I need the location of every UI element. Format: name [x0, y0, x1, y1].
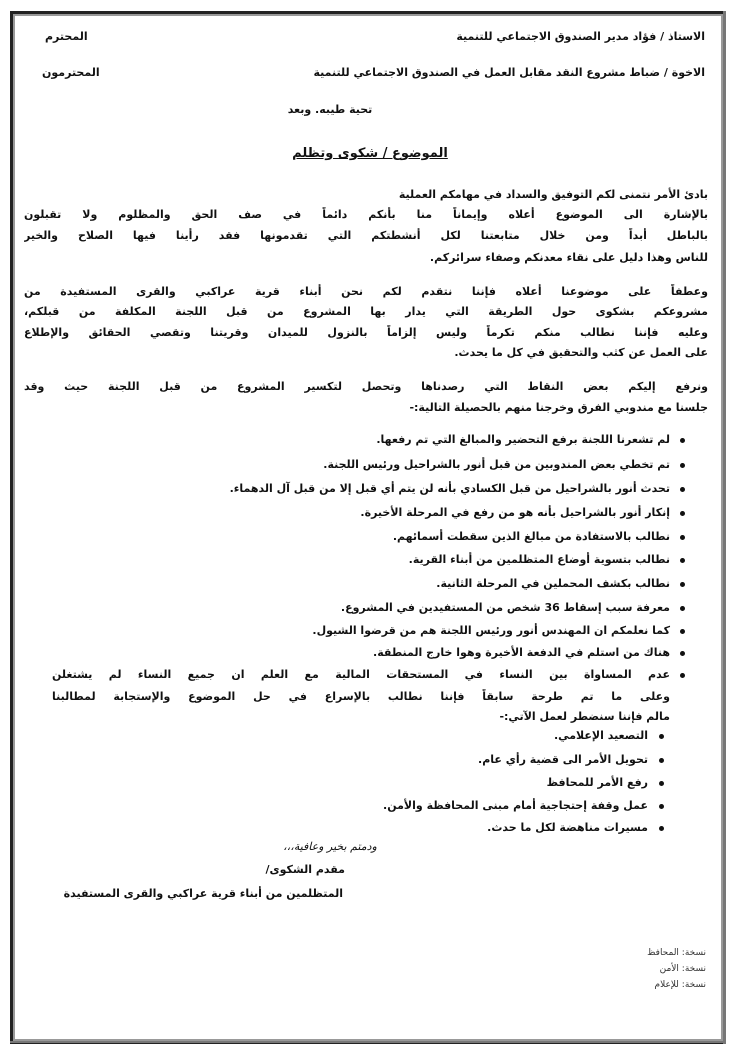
paragraph-line: وعليه فإننا نطالب منكم تكرماً وليس إلزاماً بالنزول للميدان وقريتنا وتقصي الحقائق والإطلاع [24, 326, 708, 339]
paragraph-line: بالباطل أبداً ومن خلال متابعتنا لكل أنشطتكم التي تقدمونها فقد رأينا فيها الصلاح والخير [24, 229, 708, 242]
recipient-line-2: الاخوة / ضباط مشروع النقد مقابل العمل في الصندوق الاجتماعي للتنمية [313, 66, 705, 79]
submitter-label: مقدم الشكوى/ [265, 863, 345, 876]
list-item: نطالب بكشف المحملين في المرحلة الثانية. [436, 577, 670, 590]
copy-to: نسخة: المحافظ [647, 948, 706, 958]
subject-line: الموضوع / شكوى وتظلم [292, 146, 448, 161]
list-item: هناك من استلم في الدفعة الأخيرة وهوا خارج المنطقة. [373, 646, 670, 659]
submitter-signature: المتظلمين من أبناء قرية عراكبي والقرى المستفيدة [63, 887, 343, 900]
list-item: نطالب بتسوية أوضاع المتظلمين من أبناء القرية. [408, 553, 670, 566]
paragraph-line: بادئ الأمر نتمنى لكم التوفيق والسداد في مهامكم العملية [398, 188, 708, 201]
list-item: إنكار أنور بالشراحيل بأنه هو من رفع في المرحلة الأخيرة. [360, 506, 670, 519]
paragraph-line: وعطفاً على موضوعنا أعلاه فإننا نتقدم لكم نحن أبناء قرية عراكبي والقرى المستفيدة من [24, 285, 708, 298]
list-item: تم تخطي بعض المندوبين من قبل أنور بالشراحيل ورئيس اللجنة. [323, 458, 670, 471]
list-item: لم تشعرنا اللجنة برفع التحضير والمبالغ التي تم رفعها. [376, 433, 670, 446]
page-border-shadow [723, 11, 726, 1044]
bullet-icon [659, 758, 664, 763]
bullet-icon [680, 651, 685, 656]
bullet-icon [680, 463, 685, 468]
bullet-icon [659, 781, 664, 786]
continuation-line: مالم فإننا سنضطر لعمل الآتي:- [499, 710, 670, 723]
bullet-icon [680, 438, 685, 443]
honorific-1: المحترم [45, 30, 88, 43]
list-item: عمل وقفة إحتجاجية أمام مبنى المحافظة والأمن. [383, 799, 648, 812]
paragraph-line: ونرفع إليكم بعض النقاط التي رصدناها وتحصل لتكسير المشروع من قبل اللجنة حيث وقد [24, 380, 708, 393]
bullet-icon [680, 606, 685, 611]
bullet-icon [680, 582, 685, 587]
paragraph-line: مشروعكم بشكوى حول الطريقة التي يدار بها المشروع من قبل اللجنة المكلفة من قبلكم، [24, 305, 708, 318]
list-item: عدم المساواة بين النساء في المستحقات المالية مع العلم ان جميع النساء لم يشتغلن [52, 668, 670, 681]
bullet-icon [659, 826, 664, 831]
list-item: نطالب بالاستفادة من مبالغ الذين سقطت أسمائهم. [392, 530, 670, 543]
greeting: تحية طيبه. وبعد [287, 103, 373, 116]
closing-regards: ودمتم بخير وعافية،،، [283, 840, 377, 853]
paragraph-line: على العمل عن كثب والتحقيق في كل ما يحدث. [454, 346, 708, 359]
copy-to: نسخة: الأمن [659, 964, 706, 974]
paragraph-line: للناس وهذا دليل على نقاء معدنكم وصفاء سرائركم. [429, 251, 708, 264]
list-item: مسيرات مناهضة لكل ما حدث. [487, 821, 648, 834]
list-item: التصعيد الإعلامي. [553, 729, 648, 742]
paragraph-line: جلسنا مع مندوبي الفرق وخرجنا منهم بالحصيلة التالية:- [409, 401, 708, 414]
list-item: رفع الأمر للمحافظ [546, 776, 648, 789]
recipient-line-1: الاستاذ / فؤاد مدير الصندوق الاجتماعي للتنمية [456, 30, 705, 43]
bullet-icon [680, 673, 685, 678]
bullet-icon [659, 804, 664, 809]
honorific-2: المحترمون [42, 66, 100, 79]
bullet-icon [680, 511, 685, 516]
bullet-icon [680, 558, 685, 563]
bullet-icon [680, 629, 685, 634]
bullet-icon [680, 487, 685, 492]
paragraph-line: بالإشارة الى الموضوع أعلاه وإيماناً منا بأنكم دائماً في صف الحق والمظلوم ولا تقبلون [24, 208, 708, 221]
list-item: معرفة سبب إسقاط 36 شخص من المستفيدين في المشروع. [340, 601, 670, 614]
continuation-line: وعلى ما تم طرحة سابقاً فإننا نطالب بالإسراع في حل الموضوع والإستجابة لمطالبنا [52, 690, 670, 703]
list-item: تحويل الأمر الى قضية رأي عام. [478, 753, 648, 766]
list-item: تحدث أنور بالشراحيل من قبل الكسادي بأنه لن يتم أي قبل إلا من قبل آل الدهماء. [229, 482, 670, 495]
list-item: كما نعلمكم ان المهندس أنور ورئيس اللجنة هم من قرضوا الشيول. [312, 624, 670, 637]
page-border-shadow [10, 1041, 726, 1043]
bullet-icon [659, 734, 664, 739]
bullet-icon [680, 535, 685, 540]
copy-to: نسخة: للإعلام [654, 980, 706, 990]
